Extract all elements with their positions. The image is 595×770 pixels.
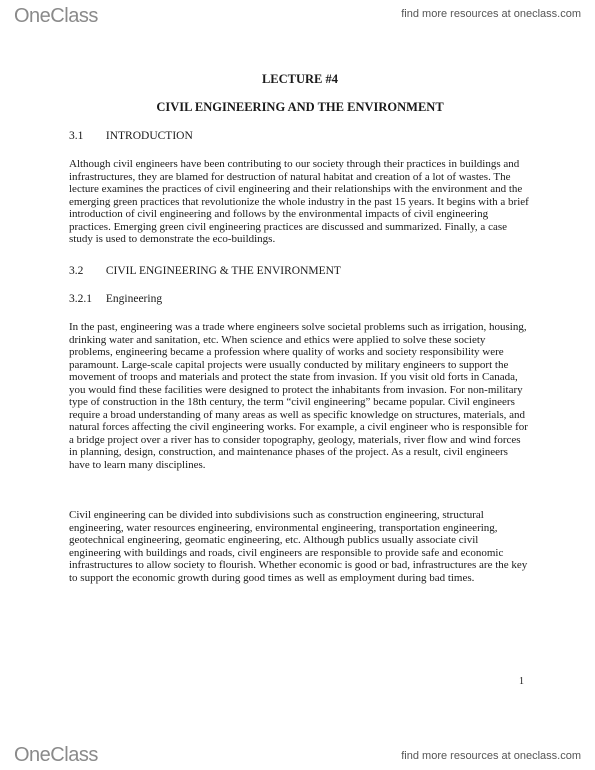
intro-paragraph: Although civil engineers have been contributing to our society through their practices in buildings and infrastructures, they are blamed for destruction of natural habitat and creation of a lot of wastes. The lecture examines the practices of civil engineering and their relationships with the environment and the emerging green practices that revolutionize the whole industry in the past 15 years. It begins with a brief introduction of civil engineering and follows by the environmental impacts of civil engineering practices. Emerging green civil engineering practices are discussed and summarized. Finally, a case study is used to demonstrate the eco-buildings. — [69, 158, 529, 245]
page-number: 1 — [519, 676, 524, 687]
subdivisions-paragraph: Civil engineering can be divided into subdivisions such as construction engineering, structural engineering, water resources engineering, environmental engineering, transportation engineering, geotechnical engineering, geomatic engineering, etc. Although publics usually associate civil engineering with buildings and roads, civil engineers are responsible to provide safe and economic infrastructures to allow society to flourish. Whether economic is good or bad, infrastructures are the key to support the economic growth during good times as well as employment during bad times. — [69, 509, 528, 584]
subsection-number: 3.2.1 — [69, 293, 92, 305]
section-title: INTRODUCTION — [105, 130, 193, 142]
section-number: 3.1 — [69, 130, 84, 142]
footer-bar — [0, 738, 595, 770]
section-number: 3.2 — [69, 265, 84, 277]
subsection-heading-engineering — [69, 293, 162, 305]
engineering-paragraph: In the past, engineering was a trade where engineers solve societal problems such as irrigation, housing, drinking water and sanitation, etc. When science and ethics were applied to solve these society problems, engineering became a profession where quality of works and society responsibility were paramount. Large-scale capital projects were usually conducted by military engineers to support the movement of troops and materials and protect the state from invasion. If you visit old forts in Canada, you would find these facilities were designed to protect the inhabitants from invasion. For non-military type of construction in the 18th century, the term “civil engineering” became popular. Civil engineers require a broad understanding of many areas as well as specific knowledge on structures, materials, and natural forces affecting the civil engineering works. For example, a civil engineer who is responsible for a bridge project over a river has to consider topography, geology, materials, river flow and wind forces in planning, design, construction, and maintenance phases of the project. As a result, civil engineers have to learn many disciplines. — [69, 321, 528, 471]
header-tagline[interactable]: find more resources at oneclass.com — [401, 8, 581, 20]
section-heading-civil — [69, 265, 341, 277]
section-title: CIVIL ENGINEERING & THE ENVIRONMENT — [105, 265, 341, 277]
oneclass-logo[interactable]: OneClass — [14, 5, 98, 27]
lecture-title: LECTURE #4 — [261, 72, 339, 86]
document-title: CIVIL ENGINEERING AND THE ENVIRONMENT — [156, 100, 444, 114]
footer-tagline[interactable]: find more resources at oneclass.com — [401, 750, 581, 762]
oneclass-logo[interactable]: OneClass — [14, 744, 98, 766]
header-bar — [0, 0, 595, 32]
subsection-title: Engineering — [105, 293, 163, 305]
section-heading-intro — [69, 130, 193, 142]
